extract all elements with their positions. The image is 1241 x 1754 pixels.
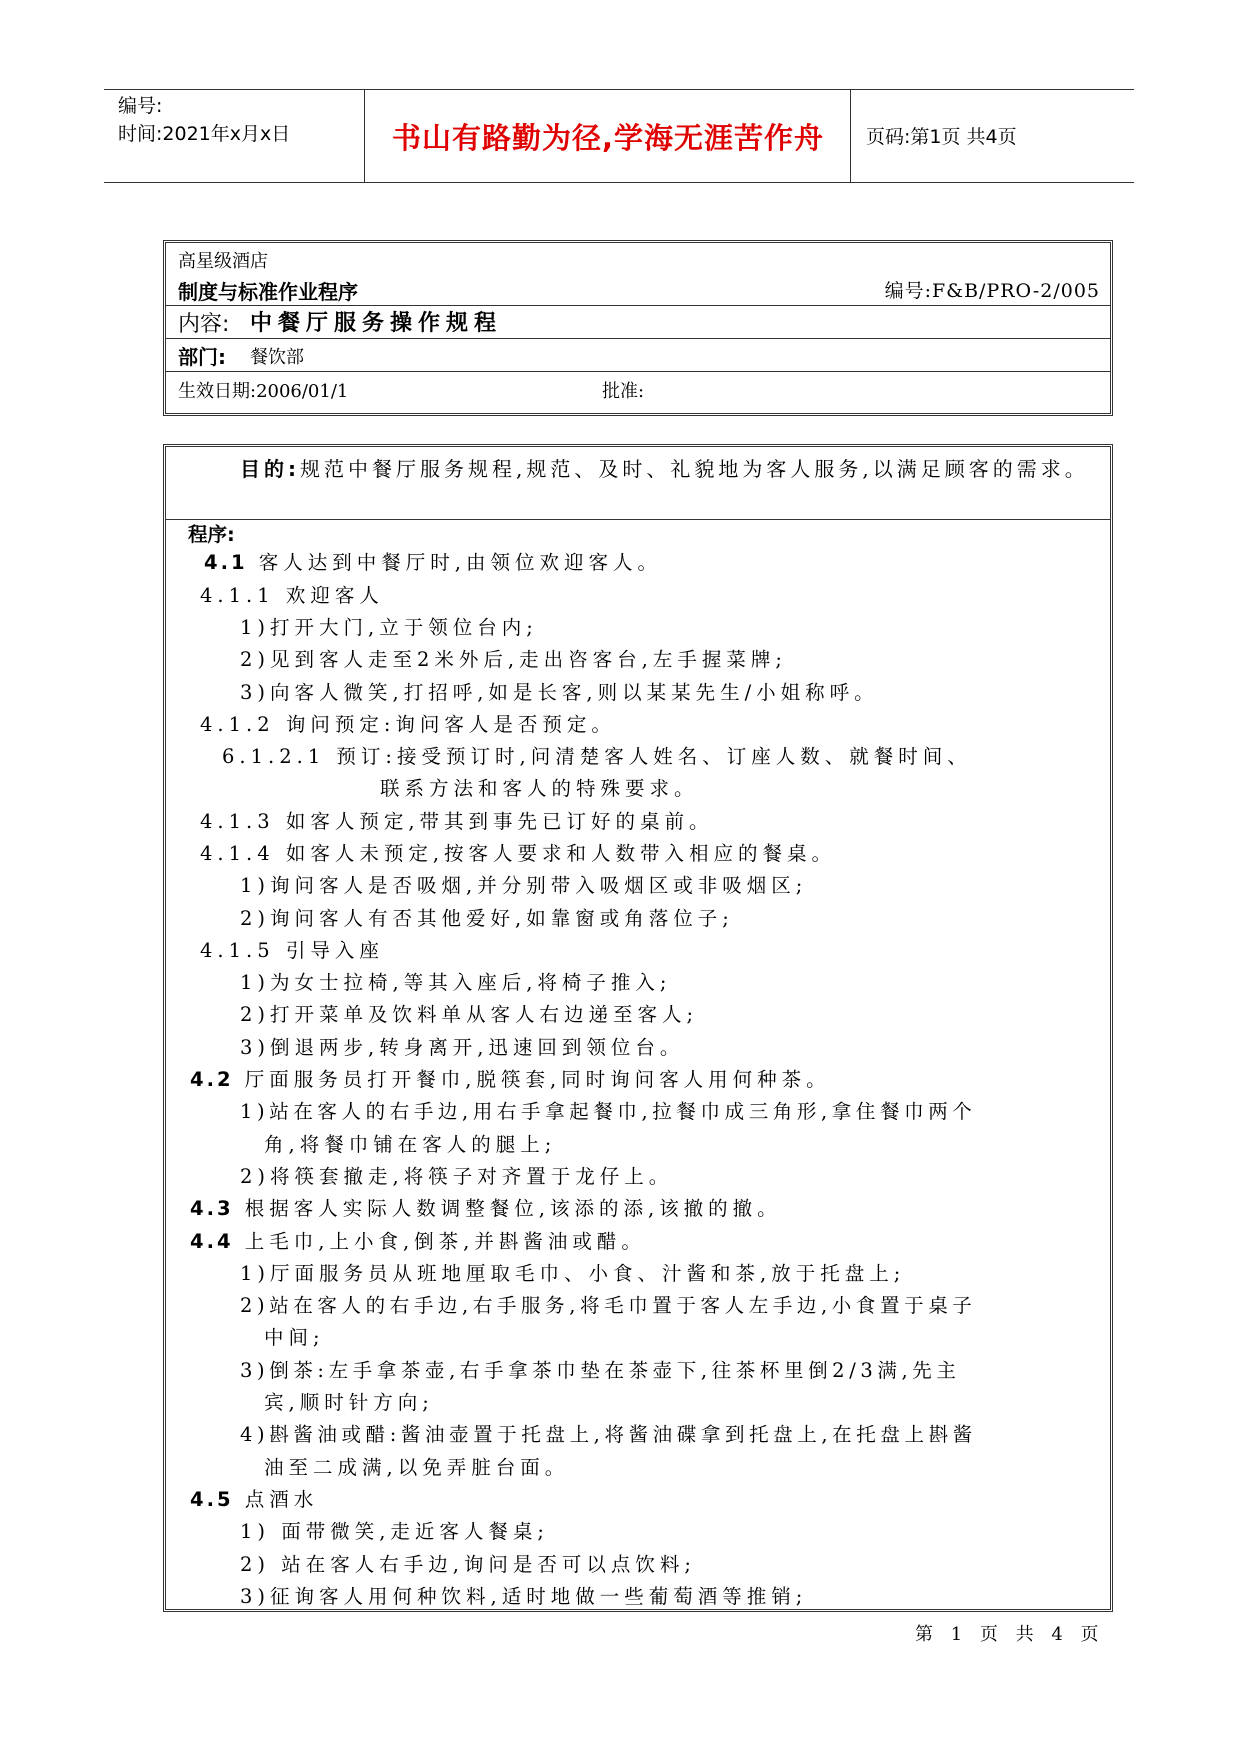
list-item: 1)为女士拉椅,等其入座后,将椅子推入; [240, 971, 672, 994]
list-item: 2)将筷套撤走,将筷子对齐置于龙仔上。 [240, 1165, 674, 1188]
list-item: 4.1.4 如客人未预定,按客人要求和人数带入相应的餐桌。 [200, 842, 837, 865]
list-item: 宾,顺时针方向; [264, 1391, 434, 1414]
header-divider [364, 90, 365, 182]
info-row-content [166, 305, 1110, 339]
list-item: 4.3 根据客人实际人数调整餐位,该添的添,该撤的撤。 [190, 1197, 782, 1220]
header-divider [850, 90, 851, 182]
info-row-dept [166, 338, 1110, 372]
list-item: 油至二成满,以免弄脏台面。 [264, 1456, 570, 1479]
doc-number-label: 编号: [118, 95, 163, 117]
list-item: 角,将餐巾铺在客人的腿上; [264, 1133, 557, 1156]
list-item: 4.5 点酒水 [190, 1488, 319, 1511]
list-item: 联系方法和客人的特殊要求。 [380, 777, 699, 800]
effective-date: 生效日期:2006/01/1 [178, 381, 349, 402]
list-item: 4.1 客人达到中餐厅时,由领位欢迎客人。 [204, 551, 662, 574]
approve-label: 批准: [602, 381, 645, 402]
hotel-name: 高星级酒店 [178, 251, 268, 272]
list-item: 1)询问客人是否吸烟,并分别带入吸烟区或非吸烟区; [240, 874, 808, 897]
header-motto: 书山有路勤为径,学海无涯苦作舟 [391, 121, 825, 155]
list-item: 3)倒退两步,转身离开,迅速回到领位台。 [240, 1036, 685, 1059]
list-item: 2)站在客人的右手边,右手服务,将毛巾置于客人左手边,小食置于桌子 [240, 1294, 977, 1317]
list-item: 1)打开大门,立于领位台内; [240, 616, 538, 639]
list-item: 4.2 厅面服务员打开餐巾,脱筷套,同时询问客人用何种茶。 [190, 1068, 831, 1091]
document-header [104, 89, 1134, 183]
doc-code: 编号:F&B/PRO-2/005 [884, 280, 1100, 302]
list-item: 1)站在客人的右手边,用右手拿起餐巾,拉餐巾成三角形,拿住餐巾两个 [240, 1100, 977, 1123]
list-item: 4.1.3 如客人预定,带其到事先已订好的桌前。 [200, 810, 714, 833]
list-item: 4.1.5 引导入座 [200, 939, 384, 962]
page-footer: 第 1 页 共 4 页 [915, 1624, 1105, 1645]
list-item: 4)斟酱油或醋:酱油壶置于托盘上,将酱油碟拿到托盘上,在托盘上斟酱 [240, 1423, 977, 1446]
dept-value: 餐饮部 [250, 347, 304, 368]
info-row-title [166, 273, 1110, 306]
list-item: 1)厅面服务员从班地厘取毛巾、小食、汁酱和茶,放于托盘上; [240, 1262, 906, 1285]
info-row-effective [166, 371, 1110, 407]
list-item: 4.4 上毛巾,上小食,倒茶,并斟酱油或醋。 [190, 1230, 646, 1253]
list-item: 4.1.1 欢迎客人 [200, 584, 384, 607]
list-item: 2) 站在客人右手边,询问是否可以点饮料; [240, 1553, 696, 1576]
dept-label: 部门: [178, 345, 226, 369]
procedure-box [163, 444, 1113, 1612]
purpose-paragraph [178, 453, 1098, 485]
info-table [163, 240, 1113, 416]
list-item: 2)打开菜单及饮料单从客人右边递至客人; [240, 1003, 699, 1026]
header-left [118, 92, 290, 148]
list-item: 3)向客人微笑,打招呼,如是长客,则以某某先生/小姐称呼。 [240, 681, 879, 704]
info-row-hotel [166, 243, 1110, 273]
header-page-label: 页码:第1页 共4页 [866, 126, 1017, 148]
purpose-divider [166, 519, 1110, 520]
list-item: 6.1.2.1 预订:接受预订时,问清楚客人姓名、订座人数、就餐时间、 [222, 745, 972, 768]
list-item: 2)见到客人走至2米外后,走出咨客台,左手握菜牌; [240, 648, 787, 671]
procedure-label: 程序: [188, 523, 235, 546]
purpose-text: 规范中餐厅服务规程,规范、及时、礼貌地为客人服务,以满足顾客的需求。 [300, 457, 1089, 481]
doc-time-label: 时间:2021年x月x日 [118, 123, 291, 145]
content-title: 中餐厅服务操作规程 [250, 311, 503, 336]
list-item: 3)倒茶:左手拿茶壶,右手拿茶巾垫在茶壶下,往茶杯里倒2/3满,先主 [240, 1359, 961, 1382]
purpose-label: 目的: [240, 457, 300, 481]
list-item: 4.1.2 询问预定:询问客人是否预定。 [200, 713, 616, 736]
list-item: 中间; [264, 1326, 325, 1349]
list-item: 3)征询客人用何种饮料,适时地做一些葡萄酒等推销; [240, 1585, 808, 1608]
list-item: 2)询问客人有否其他爱好,如靠窗或角落位子; [240, 907, 734, 930]
doc-title: 制度与标准作业程序 [178, 280, 358, 304]
list-item: 1) 面带微笑,走近客人餐桌; [240, 1520, 549, 1543]
content-label: 内容: [178, 312, 230, 337]
